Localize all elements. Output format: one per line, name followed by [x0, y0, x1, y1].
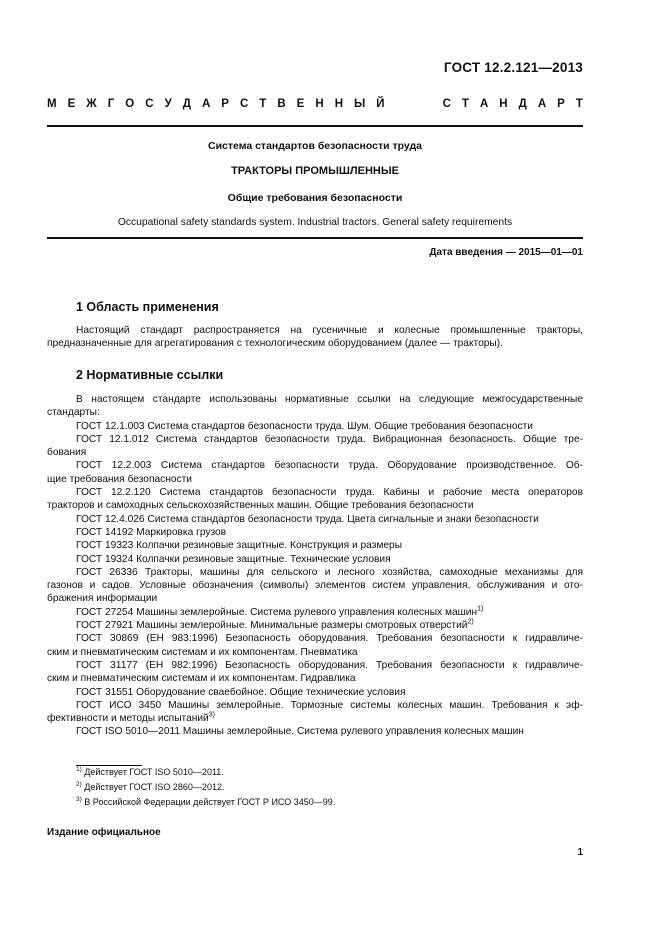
reference-line: ГОСТ 14192 Маркировка грузов: [76, 526, 227, 538]
reference-line: стандарты:: [47, 407, 100, 419]
reference-line: [47, 712, 583, 725]
reference-line: ГОСТ ISO 5010—2011 Машины землеройные. Система рулевого управления колесных машин: [76, 726, 524, 738]
reference-line: газонов и садов. Условные обозначения (символы) элементов систем управления, обслуживания и ото-: [47, 580, 583, 592]
reference-text: ГОСТ 27254 Машины землеройные. Система рулевого управления колесных машин: [76, 606, 478, 618]
reference-line: щие требования безопасности: [47, 473, 192, 485]
banner-letter: Н: [334, 98, 343, 110]
banner-gap: [396, 98, 432, 110]
official-edition-label: Издание официальное: [47, 827, 161, 838]
banner-letter: Т: [259, 98, 267, 110]
reference-line: ГОСТ 12.2.120 Система стандартов безопасности труда. Кабины и рабочие места операторов: [76, 487, 583, 499]
reference-line: ГОСТ 30869 (ЕН 983:1996) Безопасность оборудования. Требования безопасности к гидравличе-: [76, 633, 583, 645]
footnote-mark: 2): [467, 618, 474, 626]
banner-letter: Н: [315, 98, 324, 110]
footnote: [76, 767, 224, 777]
reference-text: ГОСТ 27921 Машины землеройные. Минимальные размеры смотровых отверстий: [76, 620, 468, 632]
main-title: ТРАКТОРЫ ПРОМЫШЛЕННЫЕ: [231, 165, 399, 177]
reference-line: ГОСТ 12.1.003 Система стандартов безопасности труда. Шум. Общие требования безопасности: [76, 420, 533, 432]
reference-line: ГОСТ 31551 Оборудование сваебойное. Общие технические условия: [76, 686, 406, 698]
banner-letter: А: [537, 98, 547, 110]
banner-letter: М: [47, 98, 57, 110]
reference-line: бования: [47, 447, 87, 459]
footnote-text: Действует ГОСТ ISO 5010—2011.: [81, 767, 224, 777]
section-1-heading: 1 Область применения: [76, 300, 219, 314]
reference-text: фективности и методы испытаний: [47, 713, 209, 725]
reference-line: ским и пневматическим системам и их компонентам. Пневматика: [47, 646, 358, 658]
reference-line: бражения информации: [47, 593, 158, 605]
banner-letter: Т: [575, 98, 583, 110]
reference-line: ГОСТ 12.2.003 Система стандартов безопасности труда. Оборудование производственное. Об-: [76, 460, 583, 472]
banner-letter: С: [442, 98, 451, 110]
footnote: [76, 797, 335, 807]
section-2-body: [47, 393, 583, 739]
banner-letter: Д: [182, 98, 191, 110]
banner-letter: Р: [557, 98, 565, 110]
reference-line: тракторов и самоходных сельскохозяйственных машин. Общие требования безопасности: [47, 500, 474, 512]
footnote-number: 1): [76, 766, 82, 773]
reference-line: ГОСТ 19323 Колпачки резиновые защитные. Конструкция и размеры: [76, 540, 403, 552]
reference-line: В настоящем стандарте использованы нормативные ссылки на следующие межгосударственные: [76, 394, 583, 405]
reference-line: ГОСТ 19324 Колпачки резиновые защитные. Технические условия: [76, 553, 391, 565]
banner-letter: С: [239, 98, 249, 110]
banner-letter: Е: [296, 98, 305, 110]
footnote-text: Действует ГОСТ ISO 2860—2012.: [81, 782, 225, 792]
reference-line: ским и пневматическим системам и их компонентам. Гидравлика: [47, 673, 356, 685]
header-divider: [47, 125, 583, 127]
footnote-text: В Российской Федерации действует ГОСТ Р ИСО 3450—99.: [81, 797, 336, 807]
reference-line: ГОСТ 12.1.012 Система стандартов безопасности труда. Вибрационная безопасность. Общие тре-: [76, 433, 583, 445]
system-title: Система стандартов безопасности труда: [207, 140, 423, 152]
banner-letter: Г: [107, 98, 115, 110]
footnote-number: 2): [76, 781, 82, 788]
section-1-line: Настоящий стандарт распространяется на гусеничные и колесные промышленные тракторы,: [76, 325, 583, 336]
reference-line: ГОСТ 12.4.026 Система стандартов безопасности труда. Цвета сигнальные и знаки безопасности: [76, 513, 539, 525]
footnote: [76, 782, 224, 792]
banner-letter: С: [145, 98, 154, 110]
banner-letter: А: [479, 98, 489, 110]
title-divider: [47, 237, 583, 239]
page-number: 1: [577, 847, 583, 858]
section-2-heading: 2 Нормативные ссылки: [76, 368, 224, 382]
reference-line: [47, 619, 583, 632]
banner-letter: Ы: [354, 98, 366, 110]
interstate-standard-banner: [47, 98, 583, 110]
footnote-mark: 1): [477, 605, 484, 613]
reference-line: [47, 606, 583, 619]
banner-letter: Е: [67, 98, 76, 110]
document-code: ГОСТ 12.2.121—2013: [443, 60, 583, 75]
footnote-mark: 3): [208, 711, 215, 719]
banner-letter: Н: [499, 98, 508, 110]
footnote-number: 3): [76, 796, 82, 803]
banner-letter: Й: [376, 98, 385, 110]
reference-line: ГОСТ 26336 Тракторы, машины для сельского и лесного хозяйства, самоходные механизмы для: [76, 566, 583, 578]
subtitle: Общие требования безопасности: [227, 192, 403, 204]
banner-letter: В: [277, 98, 286, 110]
reference-line: ГОСТ 31177 (ЕН 982:1996) Безопасность оборудования. Требования безопасности к гидравличе-: [76, 659, 583, 671]
banner-letter: Р: [221, 98, 229, 110]
banner-letter: О: [125, 98, 135, 110]
banner-letter: Д: [518, 98, 527, 110]
footnote-divider: [76, 765, 142, 766]
section-1-body: [47, 324, 583, 351]
banner-letter: У: [164, 98, 172, 110]
reference-line: ГОСТ ИСО 3450 Машины землеройные. Тормозные системы колесных машин. Требования к эф-: [76, 699, 583, 711]
banner-letter: А: [201, 98, 211, 110]
section-1-line: предназначенные для агрегатирования с технологическим оборудованием (далее — тракторы).: [47, 338, 503, 350]
banner-letter: Ж: [86, 98, 97, 110]
banner-letter: Т: [461, 98, 469, 110]
introduction-date: Дата введения — 2015—01—01: [429, 247, 583, 258]
english-title: Occupational safety standards system. Industrial tractors. General safety requirements: [117, 217, 513, 228]
